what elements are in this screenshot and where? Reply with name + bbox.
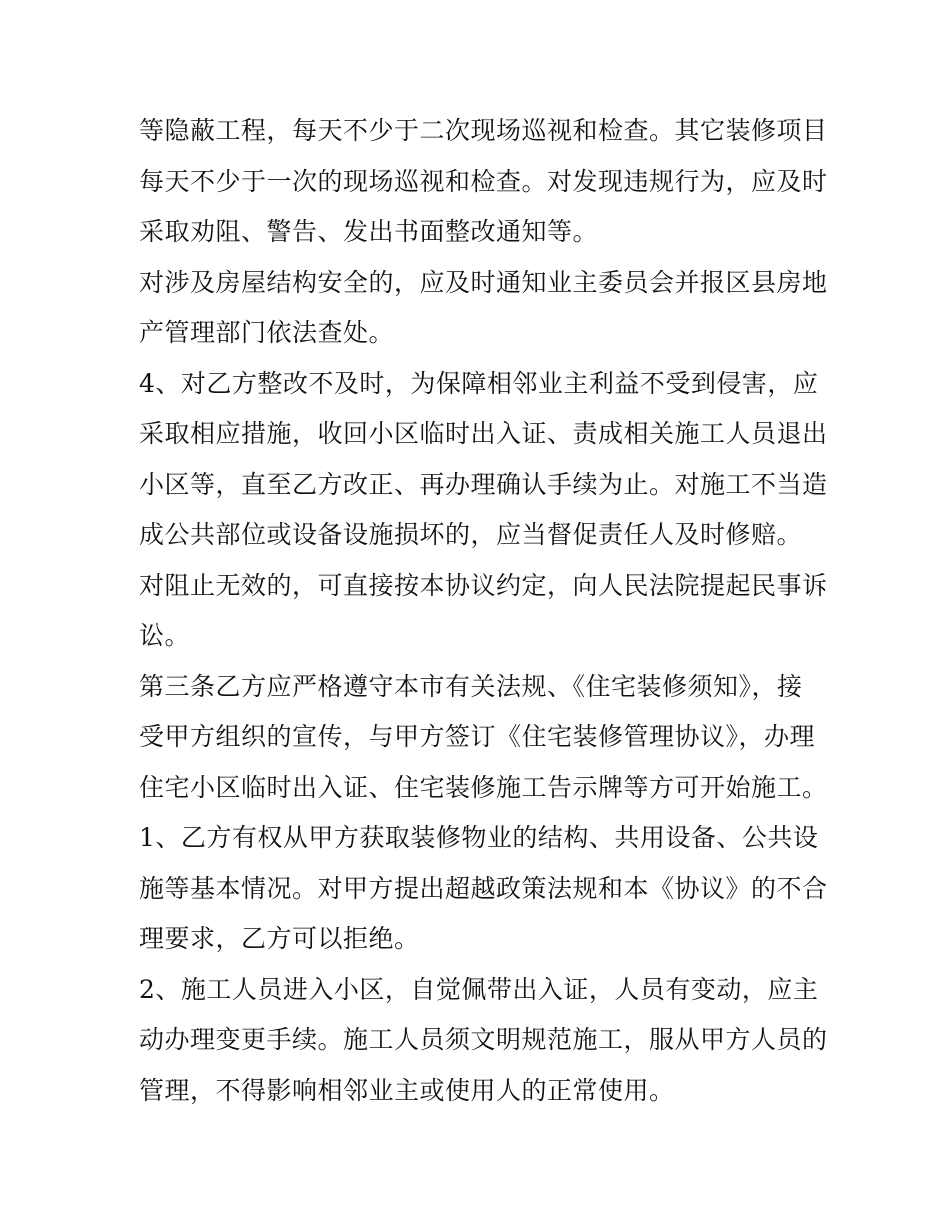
text-line: 2、施工人员进入小区，自觉佩带出入证，人员有变动，应主 [139, 974, 819, 1004]
text-line: 1、乙方有权从甲方获取装修物业的结构、共用设备、公共设 [139, 823, 819, 852]
text-line: 讼。 [139, 621, 191, 650]
text-line: 小区等，直至乙方改正、再办理确认手续为止。对施工不当造 [139, 469, 828, 499]
text-line: 理要求，乙方可以拒绝。 [139, 924, 420, 953]
text-line: 采取劝阻、警告、发出书面整改通知等。 [139, 217, 599, 246]
text-line: 受甲方组织的宣传，与甲方签订《住宅装修管理协议》，办理 [139, 722, 816, 751]
text-line: 管理，不得影响相邻业主或使用人的正常使用。 [139, 1075, 675, 1105]
text-line: 第三条乙方应严格遵守本市有关法规、《住宅装修须知》，接 [139, 671, 803, 701]
text-line: 每天不少于一次的现场巡视和检查。对发现违规行为，应及时 [139, 166, 828, 196]
text-line: 住宅小区临时出入证、住宅装修施工告示牌等方可开始施工。 [139, 772, 828, 802]
text-line: 采取相应措施，收回小区临时出入证、责成相关施工人员退出 [139, 419, 828, 448]
text-line: 施等基本情况。对甲方提出超越政策法规和本《协议》的不合 [139, 873, 828, 903]
text-line: 4、对乙方整改不及时，为保障相邻业主利益不受到侵害，应 [139, 368, 819, 398]
text-line: 对阻止无效的，可直接按本协议约定，向人民法院提起民事诉 [139, 570, 828, 600]
text-line: 动办理变更手续。施工人员须文明规范施工，服从甲方人员的 [139, 1025, 828, 1054]
body-text [139, 106, 828, 1116]
text-line: 产管理部门依法查处。 [139, 318, 395, 347]
text-line: 成公共部位或设备设施损坏的，应当督促责任人及时修赔。 [139, 520, 803, 549]
text-line: 等隐蔽工程，每天不少于二次现场巡视和检查。其它装修项目 [139, 116, 828, 145]
text-line: 对涉及房屋结构安全的，应及时通知业主委员会并报区县房地 [139, 267, 828, 297]
